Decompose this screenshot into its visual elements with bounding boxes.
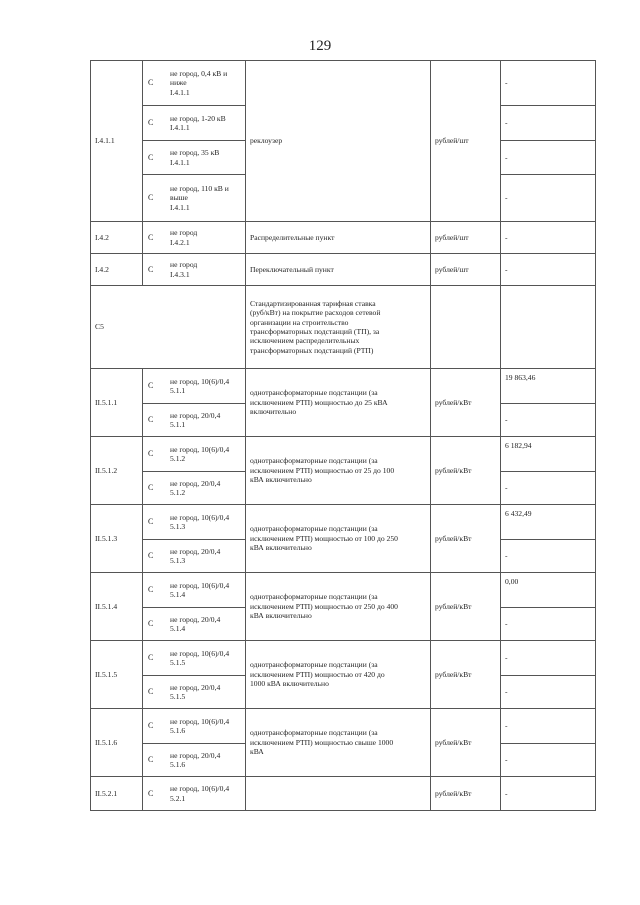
condition-text: не город, 0,4 кВ и ниже I.4.1.1 [170,68,228,97]
row-unit: рублей/кВт [431,641,501,709]
table-row [91,505,596,540]
row-code: I.4.2 [91,254,143,286]
sub-condition [143,254,246,286]
row-value: - [501,744,596,777]
sub-condition [143,437,246,472]
row-code: II.5.1.5 [91,641,143,709]
table-row [91,369,596,404]
condition-text: не город, 1-20 кВ I.4.1.1 [170,113,226,132]
zone-letter: С [148,755,154,764]
condition-text: не город, 35 кВ I.4.1.1 [170,148,220,167]
zone-letter: С [148,687,154,696]
row-value: - [501,106,596,141]
row-value: 0,00 [501,573,596,608]
row-description: Переключательный пункт [246,254,431,286]
zone-letter: С [148,118,154,127]
table-row [91,573,596,608]
row-code: С5 [91,286,246,369]
row-value: - [501,709,596,744]
sub-condition [143,61,246,106]
condition-text: не город, 10(6)/0,4 5.1.3 [170,512,230,531]
row-code: II.5.2.1 [91,777,143,811]
condition-text: не город, 10(6)/0,4 5.1.4 [170,580,230,599]
condition-text: не город I.4.2.1 [170,228,198,247]
sub-condition [143,505,246,540]
row-unit: рублей/шт [431,222,501,254]
tariff-table [90,60,596,811]
zone-letter: С [148,232,154,242]
row-description: однотрансформаторные подстанции (за исключением РТП) мощностью свыше 1000 кВА [246,709,431,777]
zone-letter: С [148,483,154,492]
table-row [91,61,596,106]
sub-condition [143,540,246,573]
row-description: Распределительные пункт [246,222,431,254]
sub-condition [143,222,246,254]
row-value: - [501,777,596,811]
row-description: однотрансформаторные подстанции (за исключением РТП) мощностью от 420 до 1000 кВА включительно [246,641,431,709]
condition-text: не город, 20/0,4 5.1.1 [170,410,221,429]
zone-letter: С [148,264,154,274]
row-value: - [501,222,596,254]
row-unit: рублей/кВт [431,505,501,573]
condition-text: не город, 20/0,4 5.1.5 [170,682,221,701]
row-value: - [501,540,596,573]
row-description: реклоузер [246,61,431,222]
sub-condition [143,404,246,437]
sub-condition [143,641,246,676]
row-code: I.4.2 [91,222,143,254]
row-value: - [501,608,596,641]
row-code: II.5.1.6 [91,709,143,777]
table-row [91,286,596,369]
sub-condition [143,175,246,222]
zone-letter: С [148,653,154,662]
table-row [91,777,596,811]
zone-letter: С [148,449,154,458]
zone-letter: С [148,152,154,162]
condition-text: не город, 10(6)/0,4 5.1.6 [170,716,230,735]
condition-text: не город, 110 кВ и выше I.4.1.1 [170,183,229,212]
page-number: 129 [308,38,332,54]
zone-letter: С [148,192,154,202]
row-unit: рублей/кВт [431,369,501,437]
row-value: - [501,141,596,175]
row-value: 6 182,94 [501,437,596,472]
condition-text: не город, 10(6)/0,4 5.1.5 [170,648,230,667]
row-code: II.5.1.4 [91,573,143,641]
zone-letter: С [148,77,154,87]
sub-condition [143,676,246,709]
row-value: - [501,254,596,286]
sub-condition [143,472,246,505]
row-unit: рублей/шт [431,61,501,222]
condition-text: не город I.4.3.1 [170,260,198,279]
row-description: однотрансформаторные подстанции (за исключением РТП) мощностью от 100 до 250 кВА включительно [246,505,431,573]
row-unit: рублей/кВт [431,709,501,777]
sub-condition [143,777,246,811]
row-value: - [501,472,596,505]
zone-letter: С [148,585,154,594]
sub-condition [143,744,246,777]
zone-letter: С [148,415,154,424]
sub-condition [143,573,246,608]
condition-text: не город, 20/0,4 5.1.2 [170,478,221,497]
condition-text: не город, 20/0,4 5.1.4 [170,614,221,633]
sub-condition [143,709,246,744]
sub-condition [143,141,246,175]
row-description: однотрансформаторные подстанции (за исключением РТП) мощностью от 25 до 100 кВА включительно [246,437,431,505]
row-unit: рублей/шт [431,254,501,286]
row-code: II.5.1.3 [91,505,143,573]
row-description: Стандартизированная тарифная ставка (руб/кВт) на покрытие расходов сетевой организации на строительство трансформаторных подстанций (ТП), за исключением распределительных трансформаторных подстанций (РТП) [246,286,431,369]
row-description: однотрансформаторные подстанции (за исключением РТП) мощностью до 25 кВА включительно [246,369,431,437]
condition-text: не город, 20/0,4 5.1.6 [170,750,221,769]
sub-condition [143,608,246,641]
zone-letter: С [148,551,154,560]
row-unit: рублей/кВт [431,437,501,505]
row-code: II.5.1.2 [91,437,143,505]
row-code: II.5.1.1 [91,369,143,437]
condition-text: не город, 10(6)/0,4 5.1.1 [170,376,230,395]
row-value: - [501,175,596,222]
table-row [91,222,596,254]
zone-letter: С [148,788,154,798]
row-code: I.4.1.1 [91,61,143,222]
table-row [91,709,596,744]
zone-letter: С [148,721,154,730]
condition-text: не город, 10(6)/0,4 5.1.2 [170,444,230,463]
zone-letter: С [148,517,154,526]
row-value: 19 863,46 [501,369,596,404]
row-value: - [501,641,596,676]
row-unit: рублей/кВт [431,777,501,811]
row-unit [431,286,501,369]
zone-letter: С [148,619,154,628]
condition-text: не город, 20/0,4 5.1.3 [170,546,221,565]
row-description [246,777,431,811]
row-value: - [501,61,596,106]
row-value: 6 432,49 [501,505,596,540]
table-row [91,641,596,676]
sub-condition [143,106,246,141]
row-value: - [501,404,596,437]
row-description: однотрансформаторные подстанции (за исключением РТП) мощностью от 250 до 400 кВА включительно [246,573,431,641]
zone-letter: С [148,381,154,390]
table-row [91,254,596,286]
condition-text: не город, 10(6)/0,4 5.2.1 [170,784,230,803]
sub-condition [143,369,246,404]
row-value [501,286,596,369]
table-row [91,437,596,472]
row-unit: рублей/кВт [431,573,501,641]
row-value: - [501,676,596,709]
